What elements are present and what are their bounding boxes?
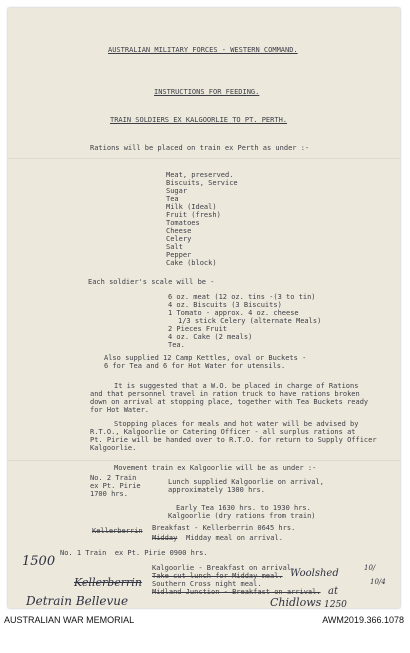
lunch-line: Lunch supplied Kalgoorlie on arrival,	[168, 478, 324, 486]
lunch-line: approximately 1300 hrs.	[168, 486, 265, 494]
breakfast-line: Breakfast - Kellerberrin 0645 hrs.	[152, 524, 296, 532]
train2-label: No. 2 Train	[90, 474, 137, 482]
ration-item: Cheese	[166, 227, 192, 235]
ration-item: Sugar	[166, 187, 188, 195]
document-header: AUSTRALIAN MILITARY FORCES - WESTERN COMMAND.	[108, 46, 298, 54]
handwritten-note: 10/	[364, 564, 376, 572]
scale-item: 2 Pieces Fruit	[168, 325, 228, 333]
scale-item: 1/3 stick Celery (alternate Meals)	[178, 317, 322, 325]
ration-item: Milk (Ideal)	[166, 203, 217, 211]
ration-item: Meat, preserved.	[166, 171, 234, 179]
archive-footer	[0, 612, 410, 653]
final-line: Midland Junction - Breakfast on arrival.	[152, 588, 321, 596]
final-line: Kalgoorlie - Breakfast on arrival.	[152, 564, 296, 572]
document-sheet	[8, 8, 400, 608]
final-line: Take cut lunch for Midday meal.	[152, 572, 283, 580]
paper-fold	[8, 460, 400, 462]
handwritten-note: at	[328, 586, 338, 597]
supplied-line: 6 for Tea and 6 for Hot Water for utensils.	[104, 362, 286, 370]
handwritten-note: Chidlows	[270, 596, 322, 608]
ration-item: Celery	[166, 235, 192, 243]
ration-item: Tomatoes	[166, 219, 200, 227]
handwritten-note: 1250	[324, 600, 347, 608]
stopping-line: Kalgoorlie.	[90, 444, 137, 452]
ration-item: Cake (block)	[166, 259, 217, 267]
train2-label: 1700 hrs.	[90, 490, 128, 498]
train2-label: ex Pt. Pirie	[90, 482, 141, 490]
handwritten-note: Kellerberrin	[74, 576, 142, 589]
ration-item: Fruit (fresh)	[166, 211, 221, 219]
intro-text: Rations will be placed on train ex Perth as under :-	[90, 144, 310, 152]
suggested-line: for Hot Water.	[90, 406, 150, 414]
suggested-line: and that personnel travel in ration truck to have rations broken	[90, 390, 360, 398]
handwritten-note: 10/4	[370, 578, 386, 586]
handwritten-note: Woolshed	[290, 568, 339, 579]
ration-item: Biscuits, Service	[166, 179, 238, 187]
scale-item: 4 oz. Cake (2 meals)	[168, 333, 253, 341]
handwritten-note: Detrain Bellevue	[26, 594, 129, 608]
stopping-line: Stopping places for meals and hot water will be advised by	[114, 420, 359, 428]
suggested-line: down on arrival at stopping place, together with Tea Buckets ready	[90, 398, 369, 406]
supplied-line: Also supplied 12 Camp Kettles, oval or Buckets -	[104, 354, 307, 362]
ration-item: Salt	[166, 243, 183, 251]
ration-item: Tea	[166, 195, 179, 203]
footer-right: AWM2019.366.1078	[322, 615, 404, 625]
paper-fold	[8, 158, 400, 160]
document-subtitle-route: TRAIN SOLDIERS EX KALGOORLIE TO PT. PERTH.	[110, 116, 288, 124]
stopping-line: Pt. Pirie will be handed over to R.T.O. for return to Supply Officer	[90, 436, 377, 444]
scale-item: Tea.	[168, 341, 185, 349]
movement-intro: Movement train ex Kalgoorlie will be as under :-	[114, 464, 317, 472]
midday-line: Midday meal on arrival.	[186, 534, 283, 542]
footer-left: AUSTRALIAN WAR MEMORIAL	[4, 615, 135, 625]
early-tea-line: Early Tea 1630 hrs. to 1930 hrs.	[176, 504, 311, 512]
final-line: Southern Cross night meal.	[152, 580, 262, 588]
struck-text: Kellerberrin	[92, 527, 143, 535]
suggested-line: It is suggested that a W.O. be placed in charge of Rations	[114, 382, 359, 390]
train1-line: No. 1 Train ex Pt. Pirie 0900 hrs.	[60, 549, 208, 557]
scale-item: 1 Tomato - approx. 4 oz. cheese	[168, 309, 299, 317]
scale-item: 6 oz. meat (12 oz. tins -(3 to tin)	[168, 293, 316, 301]
scale-intro: Each soldier's scale will be -	[88, 278, 215, 286]
ration-item: Pepper	[166, 251, 192, 259]
handwritten-note: 1500	[22, 554, 56, 569]
early-tea-line: Kalgoorlie (dry rations from train)	[168, 512, 316, 520]
document-subtitle: INSTRUCTIONS FOR FEEDING.	[154, 88, 260, 96]
struck-text: Midday	[152, 534, 178, 542]
stopping-line: R.T.O., Kalgoorlie or Catering Officer - all surplus rations at	[90, 428, 356, 436]
scale-item: 4 oz. Biscuits (3 Biscuits)	[168, 301, 282, 309]
